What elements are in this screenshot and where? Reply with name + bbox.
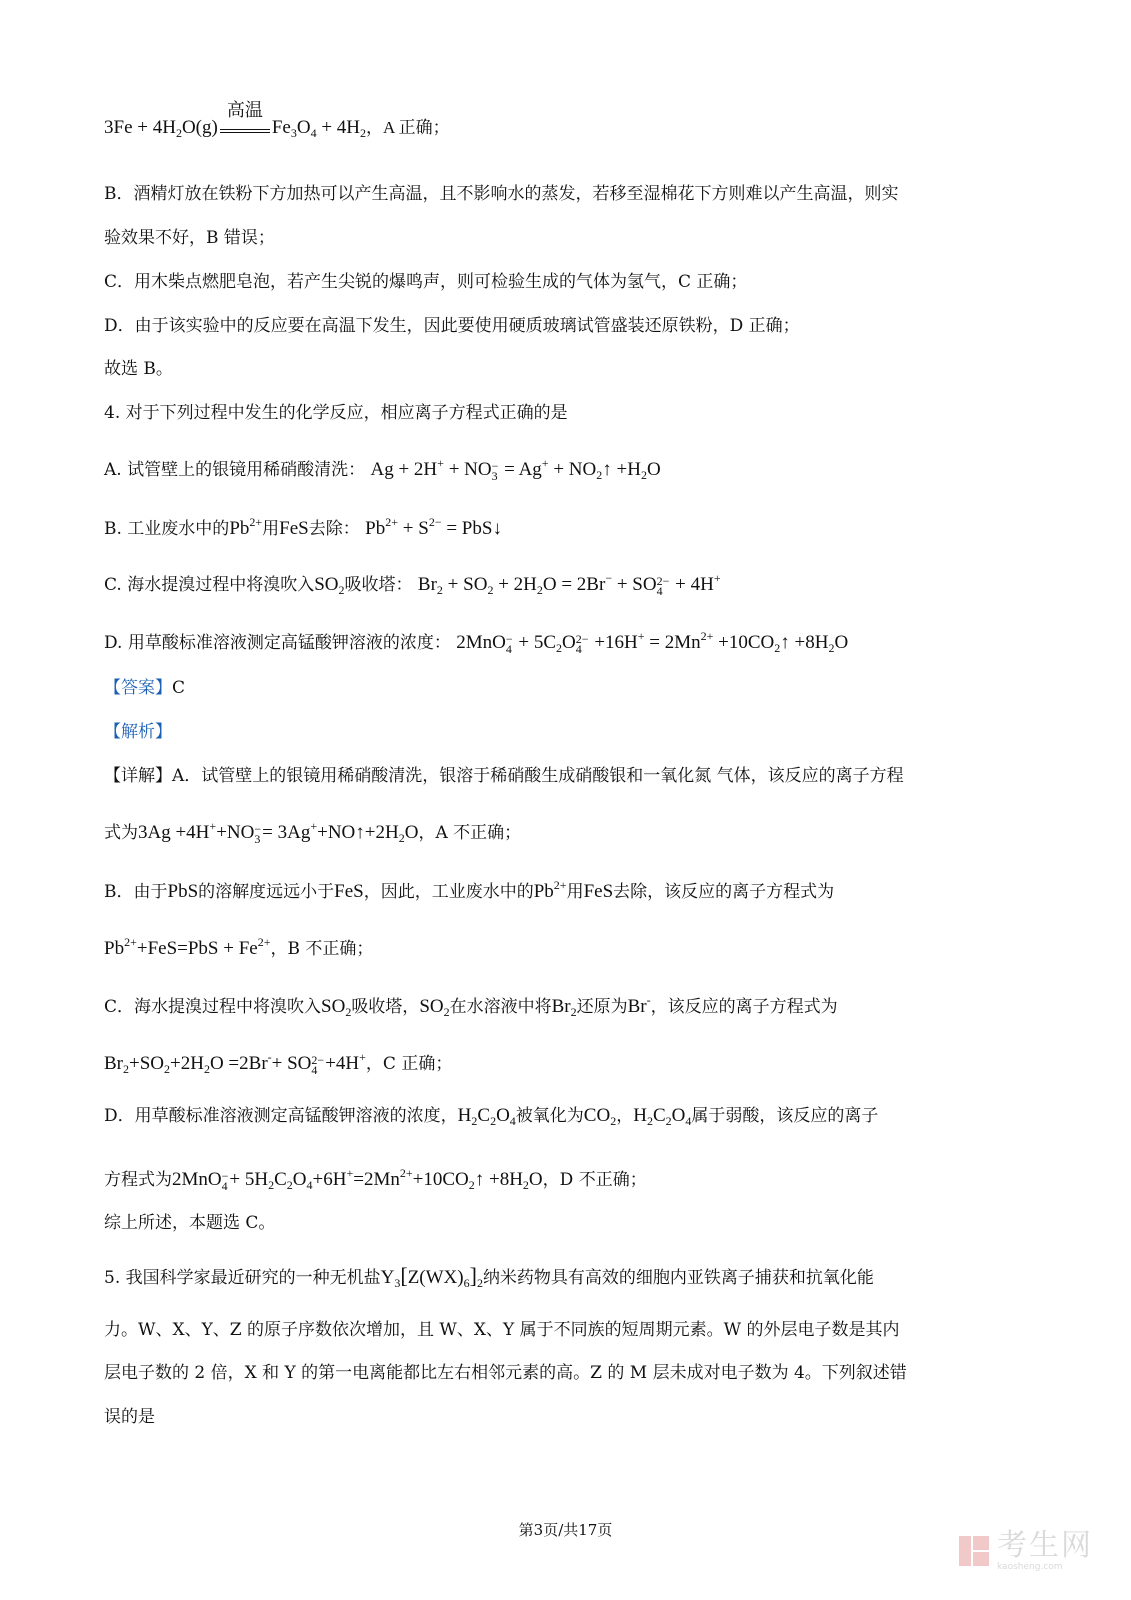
page-number: 第3页/共17页	[518, 1521, 613, 1539]
question-5	[104, 1264, 874, 1295]
option-d-text: D. 用草酸标准溶液测定高锰酸钾溶液的浓度：	[104, 633, 451, 653]
detail-text: ，因此，工业废水中的	[363, 882, 534, 902]
detail-text: ，	[616, 1106, 634, 1126]
detail-text: 属于弱酸，该反应的离子	[691, 1106, 879, 1126]
analysis-label: 【解析】	[104, 722, 172, 742]
answer-label: 【答案】	[104, 678, 172, 698]
option-b-equation: $Pb^{2+} + S^{2-}$ = PbS↓	[365, 515, 502, 539]
text-line: 验效果不好，B 错误；	[104, 228, 275, 248]
detail-text: ，A 不正确；	[418, 823, 522, 843]
detail-d: D．用草酸标准溶液测定高锰酸钾溶液的浓度，$H_2C_2O_4$被氧化为$CO_2$，$H_2C_2O_4$属于弱酸，该反应的离子	[104, 1105, 879, 1128]
option-a	[104, 451, 661, 487]
detail-a-line2	[104, 814, 521, 850]
question-5-line3: 层电子数的 2 倍，X 和 Y 的第一电离能都比左右相邻元素的高。Z 的 M 层未成对电子数为 4。下列叙述错	[104, 1363, 907, 1383]
detail-text: ，该反应的离子方程式为	[650, 997, 838, 1017]
detail-a	[104, 764, 904, 788]
detail-d-line2	[104, 1161, 647, 1197]
option-c-equation: $Br_2 + SO_2 + 2H_2O = 2Br^-$ + SO 2− 4 + 4H+	[417, 571, 721, 598]
option-d-equation: 2MnO − 4 + $5C_2O$ 2− 4 $+16H^+ = 2Mn^{2+}$ $+10CO_2↑ +8H_2O$	[456, 629, 849, 656]
text-line: B．酒精灯放在铁粉下方加热可以产生高温，且不影响水的蒸发，若移至湿棉花下方则难以产生高温，则实	[104, 184, 899, 204]
option-b: B. 工业废水中的$Pb^{2+}$用FeS去除： $Pb^{2+} + S^{2-}$ = PbS↓	[104, 515, 502, 539]
detail-text: ，C 正确；	[365, 1054, 453, 1074]
question-5-text: 5. 我国科学家最近研究的一种无机盐	[104, 1268, 381, 1288]
option-b-text: B. 工业废水中的	[104, 519, 230, 539]
detail-text: 被氧化为	[515, 1106, 584, 1126]
option-a-text: A. 试管壁上的银镜用稀硝酸清洗：	[104, 460, 366, 480]
answer-value: C	[172, 678, 186, 698]
reaction-condition	[220, 100, 270, 133]
detail-text: 在水溶液中将	[449, 997, 552, 1017]
detail-a-text: A．试管壁上的银镜用稀硝酸清洗，银溶于稀硝酸生成硝酸银和一氧化氮 气体，该反应的离子方程	[172, 766, 904, 786]
option-a-equation: Ag + 2H+ + NO − 3 = $Ag^+ + NO_2↑ +H_2O$	[370, 456, 661, 483]
detail-text: 吸收塔，	[351, 997, 420, 1017]
question-5-text: 纳米药物具有高效的细胞内亚铁离子捕获和抗氧化能	[482, 1268, 874, 1288]
detail-b-equation: $Pb^{2+}+FeS=PbS + Fe^{2+}$	[104, 935, 271, 959]
text-line: C．用木柴点燃肥皂泡，若产生尖锐的爆鸣声，则可检验生成的气体为氢气，C 正确；	[104, 272, 748, 292]
text-line: D．由于该实验中的反应要在高温下发生，因此要使用硬质玻璃试管盛装还原铁粉，D 正确；	[104, 316, 800, 336]
detail-text: B．由于	[104, 882, 168, 902]
watermark-text: 考生网	[997, 1528, 1093, 1563]
detail-text: 方程式为	[104, 1170, 172, 1190]
detail-text: C．海水提溴过程中将溴吹入	[104, 997, 322, 1017]
question-5-line2: 力。W、X、Y、Z 的原子序数依次增加，且 W、X、Y 属于不同族的短周期元素。W 的外层电子数是其内	[104, 1320, 900, 1340]
watermark	[959, 1530, 1093, 1572]
detail-text: 还原为	[576, 997, 628, 1017]
watermark-url: kaosheng.com	[997, 1562, 1063, 1572]
equation-iron-steam: $3Fe + 4H_2O(g)$ 高温 $Fe_3O_4 + 4H_2$，A 正确；	[104, 100, 450, 140]
detail-text: ，B 不正确；	[270, 939, 374, 959]
detail-c-equation: $Br_2+SO_2+2H_2O =2Br^-+$ SO 2− 4 +4H+	[104, 1050, 366, 1077]
summary: 综上所述，本题选 C。	[104, 1213, 276, 1233]
detail-label: 【详解】	[104, 766, 172, 786]
detail-text: 去除，该反应的离子方程式为	[613, 882, 835, 902]
watermark-logo-icon	[959, 1536, 989, 1566]
detail-text: 用	[566, 882, 584, 902]
option-b-text: 用	[262, 519, 280, 539]
detail-c: C．海水提溴过程中将溴吹入$SO_2$吸收塔，$SO_2$在水溶液中将$Br_2$还原为Br-，该反应的离子方程式为	[104, 993, 838, 1019]
formula-y3-zwx6: $Y_3[Z(WX)_6]_2$	[380, 1263, 483, 1290]
detail-text: D．用草酸标准溶液测定高锰酸钾溶液的浓度，	[104, 1106, 458, 1126]
question-5-line4: 误的是	[104, 1407, 155, 1427]
detail-b-line2	[104, 930, 373, 961]
question-4: 4. 对于下列过程中发生的化学反应，相应离子方程式正确的是	[104, 403, 568, 423]
detail-text: 式为	[104, 823, 138, 843]
answer	[104, 676, 185, 700]
detail-b: B．由于PbS的溶解度远远小于FeS，因此，工业废水中的$Pb^{2+}$用FeS去除，该反应的离子方程式为	[104, 878, 835, 902]
detail-text: 的溶解度远远小于	[198, 882, 335, 902]
detail-text: ，D 不正确；	[542, 1170, 647, 1190]
option-b-text: 去除：	[308, 519, 360, 539]
detail-a-equation: 3Ag +4H++NO − 3 = $3Ag^++NO↑+2H_2O$	[138, 819, 419, 846]
option-d	[104, 624, 848, 660]
text-line: 故选 B。	[104, 359, 173, 379]
equation-tail: ，A 正确；	[366, 118, 450, 137]
detail-c-line2	[104, 1045, 452, 1081]
detail-d-equation: 2MnO − 4 + $5H_2C_2O_4+6H^+=2Mn^{2+}+10CO_2↑ +8H_2O$	[172, 1166, 543, 1193]
option-c: C. 海水提溴过程中将溴吹入$SO_2$吸收塔： $Br_2 + SO_2 + 2H_2O = 2Br^-$ + SO 2− 4 + 4H+	[104, 571, 721, 598]
condition-high-temp: 高温	[226, 100, 263, 121]
option-c-text: 吸收塔：	[344, 575, 413, 595]
option-c-text: C. 海水提溴过程中将溴吹入	[104, 575, 315, 595]
